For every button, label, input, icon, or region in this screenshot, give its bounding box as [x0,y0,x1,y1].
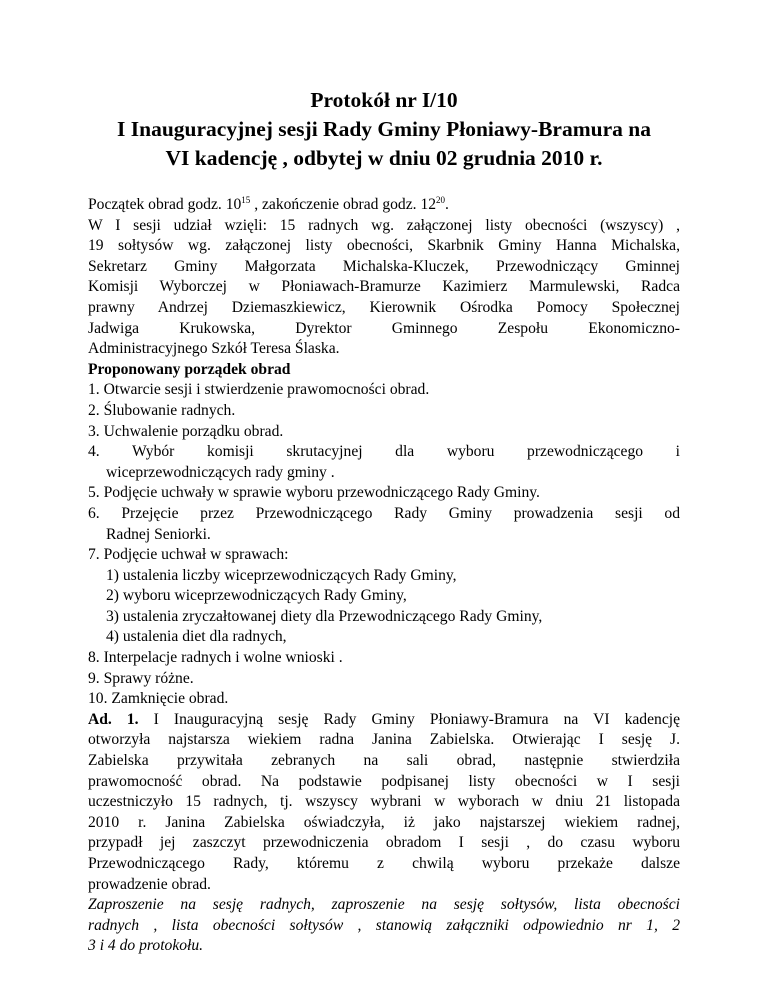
agenda-item: 6. Przejęcie przez Przewodniczącego Rady Gminy prowadzenia sesji od [88,504,680,522]
title-line-2: I Inauguracyjnej sesji Rady Gminy Płoniawy-Bramura na [117,117,651,141]
agenda-subitem: 2) wyboru wiceprzewodniczących Rady Gminy, [106,587,407,605]
document-page [88,0,680,957]
agenda-item: 4. Wybór komisji skrutacyjnej dla wyboru przewodniczącego i [88,443,680,461]
note-line: 3 i 4 do protokołu. [88,937,204,955]
ad1-line: uczestniczyło 15 radnych, tj. wszyscy wybrani w wyborach w dniu 21 listopada [88,793,680,811]
agenda-item-continuation: wiceprzewodniczących rady gminy . [106,463,335,481]
start-minutes: 15 [241,194,251,205]
ad1-line: otworzyła najstarsza wiekiem radna Janina Zabielska. Otwierając I sesję J. [88,731,680,749]
agenda-heading: Proponowany porządek obrad [88,360,291,378]
agenda-item: 2. Ślubowanie radnych. [88,401,236,419]
agenda-item: 7. Podjęcie uchwał w sprawach: [88,546,289,564]
attendance-line: Sekretarz Gminy Małgorzata Michalska-Kluczek, Przewodniczący Gminnej [88,257,680,275]
ad1-first-line: Ad. 1. I Inauguracyjną sesję Rady Gminy Płoniawy-Bramura na VI kadencję [88,710,680,728]
title-line-3: VI kadencję , odbytej w dniu 02 grudnia 2010 r. [165,146,603,170]
attachments-note [88,895,680,957]
agenda-item: 5. Podjęcie uchwały w sprawie wyboru przewodniczącego Rady Gminy. [88,484,540,502]
agenda-item: 10. Zamknięcie obrad. [88,690,229,708]
ad1-paragraph [88,710,680,895]
ad1-label: Ad. 1. [88,710,139,728]
attendance-line: prawny Andrzej Dziemaszkiewicz, Kierownik Ośrodka Pomocy Społecznej [88,298,680,316]
document-title [88,86,680,173]
attendance-line: Jadwiga Krukowska, Dyrektor Gminnego Zespołu Ekonomiczno- [88,319,680,337]
ad1-line: Zabielska przywitała zebranych na sali obrad, następnie stwierdziła [88,752,680,770]
agenda-item: 8. Interpelacje radnych i wolne wnioski . [88,649,343,667]
document-body [88,195,680,957]
agenda-subitem: 1) ustalenia liczby wiceprzewodniczących Rady Gminy, [106,566,457,584]
session-times: Początek obrad godz. $10^{15}$ , zakończenie obrad godz. $12^{20}$. [88,194,449,213]
note-line: Zaproszenie na sesję radnych, zaproszenie na sesję sołtysów, lista obecności [88,896,680,914]
attendance-line: Komisji Wyborczej w Płoniawach-Bramurze Kazimierz Marmulewski, Radca [88,278,680,296]
agenda-subitem: 3) ustalenia zryczałtowanej diety dla Przewodniczącego Rady Gminy, [106,607,543,625]
agenda-item: 1. Otwarcie sesji i stwierdzenie prawomocności obrad. [88,381,430,399]
attendance-line: 19 sołtysów wg. załączonej listy obecności, Skarbnik Gminy Hanna Michalska, [88,237,680,255]
note-line: radnych , lista obecności sołtysów , stanowią załączniki odpowiednio nr 1, 2 [88,916,680,934]
ad1-line: prawomocność obrad. Na podstawie podpisanej listy obecności w I sesji [88,772,680,790]
attendance-paragraph [88,216,680,360]
agenda-item-continuation: Radnej Seniorki. [106,525,211,543]
agenda-list [88,380,680,710]
attendance-line: W I sesji udział wzięli: 15 radnych wg. załączonej listy obecności (wszyscy) , [88,216,680,234]
title-line-1: Protokół nr I/10 [310,88,458,112]
ad1-line: Przewodniczącego Rady, któremu z chwilą wyboru przekaże dalsze [88,855,680,872]
attendance-line: Administracyjnego Szkół Teresa Ślaska. [88,340,340,358]
agenda-item: 3. Uchwalenie porządku obrad. [88,422,284,440]
agenda-subitem: 4) ustalenia diet dla radnych, [106,628,287,646]
end-minutes: 20 [436,194,446,205]
ad1-line: przypadł jej zaszczyt przewodniczenia obradom I sesji , do czasu wyboru [88,834,680,852]
agenda-item: 9. Sprawy różne. [88,669,194,687]
ad1-line: prowadzenie obrad. [88,875,211,893]
ad1-line: 2010 r. Janina Zabielska oświadczyła, iż jako najstarszej wiekiem radnej, [88,813,680,831]
